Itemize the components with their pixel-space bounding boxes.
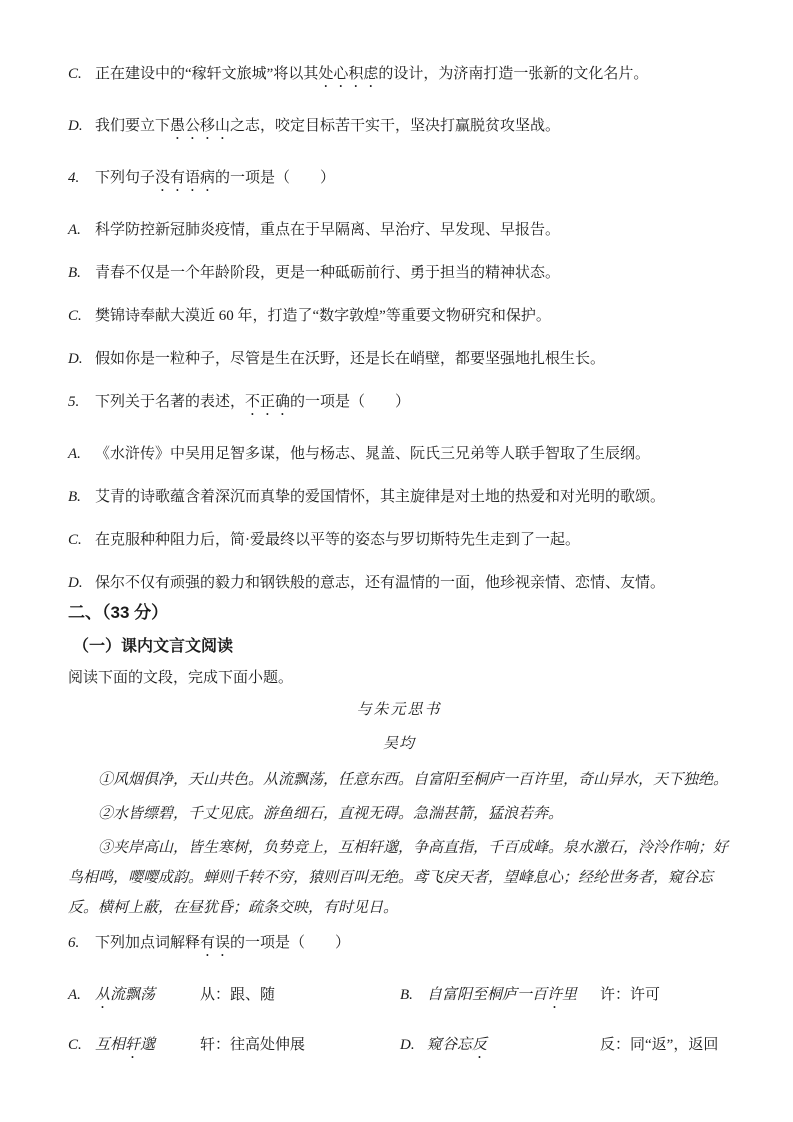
section-two-subheading: （一）课内文言文阅读	[73, 638, 234, 655]
q3-option-c	[68, 66, 730, 91]
stem-text	[95, 935, 350, 951]
option-label: D.	[68, 118, 83, 134]
q5-option-a	[68, 446, 730, 462]
emphasized-text: 反	[472, 1037, 488, 1053]
text-segment: 之志，咬定目标苦干实干，坚决打赢脱贫攻坚战。	[230, 118, 561, 134]
option-label: A.	[68, 446, 81, 462]
q4-option-d	[68, 351, 730, 367]
stem-text	[95, 170, 335, 186]
option-label: D.	[400, 1037, 415, 1053]
emphasized-text: 处心积虑	[318, 66, 379, 82]
passage-paragraph-1: ①风烟俱净，天山共色。从流飘荡，任意东西。自富阳至桐庐一百许里，奇山异水，天下独绝。	[98, 772, 729, 788]
text-segment: 下列加点词解释	[95, 935, 201, 951]
q6-option-b-phrase	[400, 987, 600, 1012]
q6-options-grid	[68, 987, 730, 1062]
emphasized-text: 许	[547, 987, 563, 1003]
q6-option-d-explanation: 反：同“返”，返回	[600, 1037, 719, 1053]
emphasized-text: 没有语病	[155, 170, 216, 186]
option-label: B.	[68, 489, 81, 505]
option-label: C.	[68, 308, 82, 324]
emphasized-text: 轩	[125, 1037, 141, 1053]
option-label: C.	[68, 66, 82, 82]
option-text: 青春不仅是一个年龄阶段，更是一种砥砺前行、勇于担当的精神状态。	[95, 265, 561, 281]
q5-option-b	[68, 489, 730, 505]
q4-option-b	[68, 265, 730, 281]
text-segment: 的一项是（ ）	[215, 170, 336, 186]
q6-option-c-explanation: 轩：往高处伸展	[200, 1037, 306, 1053]
option-text: 《水浒传》中吴用足智多谋，他与杨志、晁盖、阮氏三兄弟等人联手智取了生辰纲。	[95, 446, 651, 462]
text-segment: 正在建设中的“稼轩文旅城”将以其	[95, 66, 319, 82]
text-segment: 互相	[95, 1037, 126, 1053]
text-segment: 自富阳至桐庐一百	[427, 987, 548, 1003]
option-label: A.	[68, 987, 81, 1003]
text-segment: 邈	[140, 1037, 156, 1053]
q4-stem	[68, 170, 730, 195]
emphasized-text: 有误	[200, 935, 231, 951]
q6-option-d-phrase	[400, 1037, 600, 1062]
q6-option-b-explanation: 许：许可	[600, 987, 661, 1003]
option-text	[95, 66, 648, 82]
option-text: 假如你是一粒种子，尽管是生在沃野，还是长在峭壁，都要坚强地扎根生长。	[95, 351, 606, 367]
option-text	[95, 118, 560, 134]
text-segment: 我们要立下	[95, 118, 171, 134]
emphasized-text: 愚公移山	[170, 118, 231, 134]
emphasized-text: 从	[95, 987, 111, 1003]
option-label: B.	[68, 265, 81, 281]
question-number: 5.	[68, 394, 80, 410]
section-two-heading: 二、（33 分）	[68, 603, 169, 622]
passage-paragraph-2: ②水皆缥碧，千丈见底。游鱼细石，直视无碍。急湍甚箭，猛浪若奔。	[98, 806, 564, 822]
essay-title: 与朱元思书	[356, 702, 442, 718]
text-segment: 里	[562, 987, 578, 1003]
option-text: 科学防控新冠肺炎疫情，重点在于早隔离、早治疗、早发现、早报告。	[95, 222, 561, 238]
q4-option-c	[68, 308, 730, 324]
question-number: 6.	[68, 935, 80, 951]
q6-option-c-phrase	[68, 1037, 200, 1062]
question-number: 4.	[68, 170, 80, 186]
q6-option-a-explanation: 从：跟、随	[200, 987, 276, 1003]
q6-stem	[68, 935, 730, 960]
text-segment: 下列句子	[95, 170, 156, 186]
text-segment: 的一项是（ ）	[230, 935, 351, 951]
text-segment: 流飘荡	[110, 987, 156, 1003]
text-segment: 窥谷忘	[427, 1037, 473, 1053]
q5-stem	[68, 394, 730, 419]
option-label: C.	[68, 1037, 82, 1053]
quoted-phrase	[95, 987, 155, 1003]
classical-passage	[68, 765, 730, 923]
option-text: 艾青的诗歌蕴含着深沉而真挚的爱国情怀，其主旋律是对土地的热爱和对光明的歌颂。	[95, 489, 666, 505]
quoted-phrase	[427, 1037, 487, 1053]
option-text: 樊锦诗奉献大漠近 60 年，打造了“数字敦煌”等重要文物研究和保护。	[95, 308, 551, 324]
essay-author: 吴均	[382, 736, 415, 752]
passage-paragraph-3: ③夹岸高山，皆生寒树，负势竞上，互相轩邈，争高直指，千百成峰。泉水激石，泠泠作响；好鸟相鸣，嘤嘤成韵。蝉则千转不穷，猿则百叫无绝。鸢飞戾天者，望峰息心；经纶世务者，窥谷忘反。横柯上蔽，在昼犹昏；疏条交映，有时见日。	[68, 840, 729, 916]
option-label: A.	[68, 222, 81, 238]
q6-option-a-phrase	[68, 987, 200, 1012]
q5-option-d	[68, 575, 730, 591]
text-segment: 下列关于名著的表述，	[95, 394, 246, 410]
option-label: C.	[68, 532, 82, 548]
q3-option-d	[68, 118, 730, 143]
quoted-phrase	[95, 1037, 155, 1053]
option-label: D.	[68, 351, 83, 367]
q5-option-c	[68, 532, 730, 548]
quoted-phrase	[427, 987, 577, 1003]
option-text: 保尔不仅有顽强的毅力和钢铁般的意志，还有温情的一面，他珍视亲情、恋情、友情。	[95, 575, 666, 591]
option-label: D.	[68, 575, 83, 591]
reading-instruction: 阅读下面的文段，完成下面小题。	[68, 670, 294, 686]
emphasized-text: 不正确	[245, 394, 291, 410]
text-segment: 的设计，为济南打造一张新的文化名片。	[378, 66, 649, 82]
q4-option-a	[68, 222, 730, 238]
stem-text	[95, 394, 410, 410]
text-segment: 的一项是（ ）	[290, 394, 411, 410]
option-text: 在克服种种阻力后，简·爱最终以平等的姿态与罗切斯特先生走到了一起。	[95, 532, 580, 548]
option-label: B.	[400, 987, 413, 1003]
